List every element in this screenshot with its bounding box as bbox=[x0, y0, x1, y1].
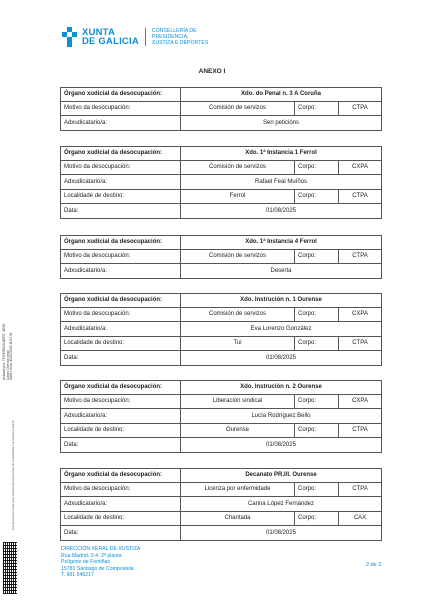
organo-label: Órgano xudicial da desocupación: bbox=[61, 469, 181, 482]
data-value: 01/08/2025 bbox=[265, 354, 297, 361]
corpo-label: Corpo: bbox=[295, 190, 339, 204]
corpo-value: CTPA bbox=[352, 105, 368, 112]
corpo-label: Corpo: bbox=[295, 424, 339, 438]
adxudicatario-value: Eva Lorenzo González bbox=[250, 325, 312, 332]
adxudicatario-value: Sen peticións bbox=[262, 119, 300, 126]
department-name: CONSELLERÍA DE PRESIDENCIA, XUSTIZA E DEPORTES bbox=[145, 28, 208, 46]
data-label: Data: bbox=[61, 438, 181, 452]
motivo-label: Motivo da desocupación: bbox=[61, 161, 181, 175]
organo-label: Órgano xudicial da desocupación: bbox=[61, 236, 181, 249]
corpo-value: CTPA bbox=[352, 253, 368, 260]
motivo-label: Motivo da desocupación: bbox=[61, 250, 181, 264]
adxudicatario-value: Rafael Feal Muíños bbox=[254, 178, 308, 185]
organo-label: Órgano xudicial da desocupación: bbox=[61, 294, 181, 307]
adxudicatario-value: Carina López Fernández bbox=[247, 500, 315, 507]
corpo-label: Corpo: bbox=[295, 250, 339, 264]
adxudicatario-label: Adxudicatario/a: bbox=[61, 322, 181, 336]
adxudicatario-label: Adxudicatario/a: bbox=[61, 497, 181, 511]
corpo-label: Corpo: bbox=[295, 161, 339, 175]
motivo-label: Motivo da desocupación: bbox=[61, 483, 181, 497]
motivo-value: Comisión de servizos bbox=[181, 308, 295, 322]
data-label: Data: bbox=[61, 204, 181, 218]
adxudicatario-value: Deserta bbox=[270, 267, 292, 274]
corpo-label: Corpo: bbox=[295, 102, 339, 116]
localidade-label: Localidade de destino: bbox=[61, 190, 181, 204]
signature-info: Asinado por: TEIXEIRO ALBERT, JOSE Cargo: Director xeral Data e hora: 30/07/2025 11:07:34 bbox=[2, 323, 14, 380]
corpo-label: Corpo: bbox=[295, 483, 339, 497]
corpo-value: CTPA bbox=[352, 427, 368, 434]
page-number: 2 de 2 bbox=[366, 562, 382, 568]
organo-value: Xdo. 1ª Instancia 1 Ferrol bbox=[245, 150, 317, 157]
motivo-label: Motivo da desocupación: bbox=[61, 102, 181, 116]
annex-title: ANEXO I bbox=[198, 68, 226, 75]
corpo-label: Corpo: bbox=[295, 308, 339, 322]
corpo-value: CTPA bbox=[352, 486, 368, 493]
corpo-value: CAX bbox=[353, 515, 367, 522]
localidade-value: Ferrol bbox=[181, 190, 295, 204]
corpo-label: Corpo: bbox=[295, 337, 339, 351]
corpo-value: CXPA bbox=[352, 311, 368, 318]
vacancy-block bbox=[60, 235, 382, 279]
localidade-value: Chantada bbox=[181, 512, 295, 526]
vacancy-block bbox=[60, 468, 382, 541]
organo-label: Órgano xudicial da desocupación: bbox=[61, 88, 181, 101]
localidade-label: Localidade de destino: bbox=[61, 424, 181, 438]
motivo-label: Motivo da desocupación: bbox=[61, 395, 181, 409]
corpo-label: Corpo: bbox=[295, 512, 339, 526]
corpo-label: Corpo: bbox=[295, 395, 339, 409]
data-value: 01/08/2025 bbox=[265, 441, 297, 448]
data-label: Data: bbox=[61, 526, 181, 540]
vacancy-block bbox=[60, 293, 382, 366]
page-header bbox=[62, 25, 208, 49]
motivo-value: Comisión de servizos bbox=[181, 102, 295, 116]
adxudicatario-label: Adxudicatario/a: bbox=[61, 175, 181, 189]
localidade-label: Localidade de destino: bbox=[61, 512, 181, 526]
organo-value: Xdo. do Penal n. 3 A Coruña bbox=[241, 91, 321, 98]
data-label: Data: bbox=[61, 351, 181, 365]
organo-value: Xdo. Instrución n. 2 Ourense bbox=[240, 384, 322, 391]
motivo-label: Motivo da desocupación: bbox=[61, 308, 181, 322]
motivo-value: Comisión de servizos bbox=[181, 250, 295, 264]
corpo-value: CXPA bbox=[352, 398, 368, 405]
qr-code-icon bbox=[3, 542, 17, 594]
signature-legal-note: Este documento inclúe unha sinatura electrónica dixital de conformidade coa normativa vixente. bbox=[12, 419, 15, 530]
organo-label: Órgano xudicial da desocupación: bbox=[61, 381, 181, 394]
data-value: 01/08/2025 bbox=[265, 207, 297, 214]
localidade-label: Localidade de destino: bbox=[61, 337, 181, 351]
organo-value: Xdo. Instrución n. 1 Ourense bbox=[240, 297, 322, 304]
corpo-value: CTPA bbox=[352, 193, 368, 200]
corpo-value: CTPA bbox=[352, 340, 368, 347]
xunta-cross-logo-icon bbox=[62, 27, 78, 47]
localidade-value: Ourense bbox=[181, 424, 295, 438]
adxudicatario-label: Adxudicatario/a: bbox=[61, 116, 181, 130]
vacancy-block bbox=[60, 146, 382, 219]
data-value: 01/08/2025 bbox=[265, 529, 297, 536]
organo-value: Xdo. 1ª Instancia 4 Ferrol bbox=[245, 239, 317, 246]
footer-address: DIRECCIÓN XERAL DE XUSTIZA Rúa Madrid, 2-4, 2ª planta Polígono de Fontiñas 15781 Santiago de Compostela T. 981 546217 bbox=[61, 546, 141, 579]
adxudicatario-label: Adxudicatario/a: bbox=[61, 409, 181, 423]
adxudicatario-label: Adxudicatario/a: bbox=[61, 264, 181, 278]
motivo-value: Comisión de servizos bbox=[181, 161, 295, 175]
organo-value: Decanato PR.I/I. Ourense bbox=[245, 472, 317, 479]
adxudicatario-value: Lucía Rodríguez Bello bbox=[251, 412, 311, 419]
vacancy-block bbox=[60, 380, 382, 453]
brand-name: XUNTA DE GALICIA bbox=[82, 27, 139, 47]
organo-label: Órgano xudicial da desocupación: bbox=[61, 147, 181, 160]
corpo-value: CXPA bbox=[352, 164, 368, 171]
vacancy-block bbox=[60, 87, 382, 131]
localidade-value: Tui bbox=[181, 337, 295, 351]
motivo-value: Licenza por enfermidade bbox=[181, 483, 295, 497]
motivo-value: Liberación sindical bbox=[181, 395, 295, 409]
